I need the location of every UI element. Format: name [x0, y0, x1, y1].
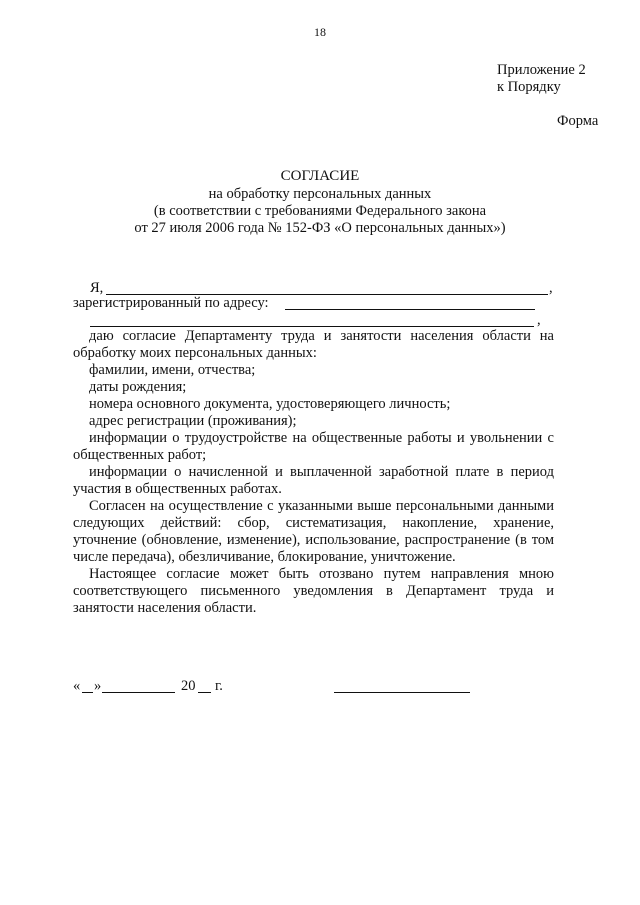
- revoke-paragraph: Настоящее согласие может быть отозвано путем направления мною соответствующего письменного уведомления в Департамент труда и занятости населения области.: [73, 566, 554, 616]
- list-item: даты рождения;: [89, 379, 187, 395]
- list-item: информации о трудоустройстве на общественные работы и увольнении с общественных работ;: [73, 430, 554, 463]
- consent-body: [73, 328, 554, 617]
- appendix-line-1: Приложение 2: [497, 62, 586, 78]
- consent-intro: даю согласие Департаменту труда и занятости населения области на обработку моих персональных данных:: [73, 328, 554, 361]
- list-item: адрес регистрации (проживания);: [89, 413, 297, 429]
- date-day-blank[interactable]: [82, 692, 93, 693]
- date-year-blank[interactable]: [198, 692, 211, 693]
- appendix-line-2: к Порядку: [497, 79, 561, 95]
- address-comma: ,: [537, 312, 541, 328]
- form-label: Форма: [557, 113, 599, 129]
- registered-address-label: зарегистрированный по адресу:: [73, 295, 269, 311]
- i-label: Я,: [90, 280, 104, 296]
- document-subtitle: [0, 186, 640, 237]
- page-number: 18: [314, 25, 326, 39]
- date-year-prefix: 20: [181, 678, 196, 694]
- document-title: СОГЛАСИЕ: [280, 168, 360, 184]
- date-open-quote: «: [73, 678, 81, 694]
- actions-paragraph: Согласен на осуществление с указанными выше персональными данными следующих действий: сбор, систематизация, накопление, хранение, уточнение (обновление, изменение), использование, распространение (в том числе передача), обезличивание, блокирование, уничтожение.: [73, 498, 554, 565]
- appendix-note: [497, 62, 586, 96]
- subtitle-line-2: (в соответствии с требованиями Федерального закона: [153, 203, 487, 219]
- list-item: номера основного документа, удостоверяющего личность;: [89, 396, 451, 412]
- date-close-quote: »: [94, 678, 102, 694]
- subtitle-line-1: на обработку персональных данных: [208, 186, 432, 202]
- list-item: фамилии, имени, отчества;: [89, 362, 256, 378]
- date-year-suffix: г.: [215, 678, 223, 694]
- name-comma: ,: [549, 280, 553, 296]
- list-item: информации о начисленной и выплаченной заработной плате в период участия в общественных работах.: [73, 464, 554, 497]
- signature-blank-line[interactable]: [334, 692, 470, 693]
- subtitle-line-3: от 27 июля 2006 года № 152-ФЗ «О персональных данных»): [134, 220, 506, 236]
- date-month-blank[interactable]: [102, 692, 175, 693]
- address-blank-line-2[interactable]: [90, 326, 534, 327]
- address-blank-line-1[interactable]: [285, 309, 535, 310]
